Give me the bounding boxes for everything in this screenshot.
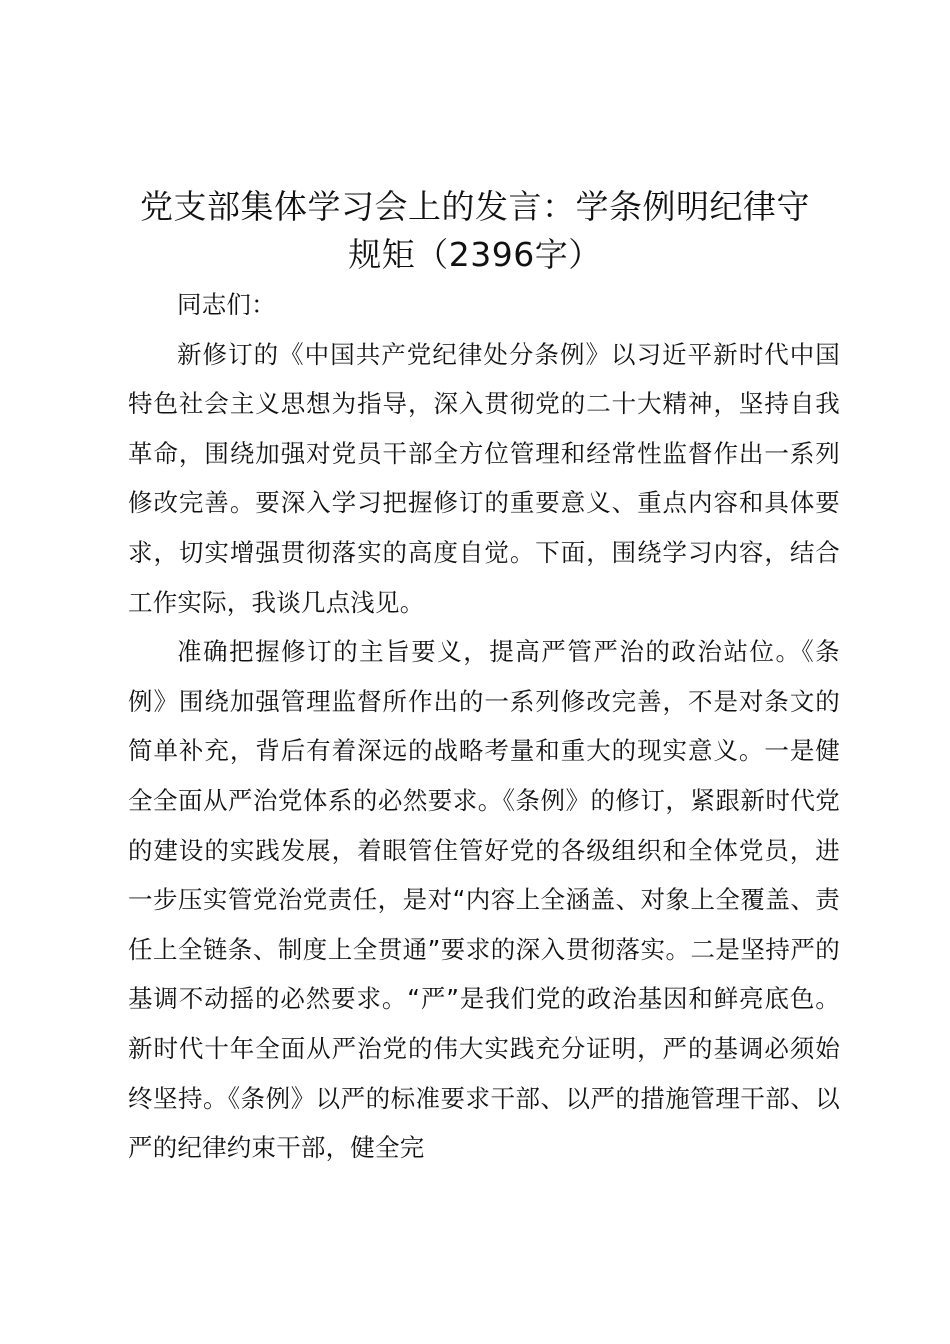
paragraph-1: 新修订的《中国共产党纪律处分条例》以习近平新时代中国特色社会主义思想为指导，深入贯彻党的二十大精神，坚持自我革命，围绕加强对党员干部全方位管理和经常性监督作出一系列修改完善。要深入学习把握修订的重要意义、重点内容和具体要求，切实增强贯彻落实的高度自觉。下面，围绕学习内容，结合工作实际，我谈几点浅见。 [128,339,840,617]
greeting: 同志们： [177,290,276,319]
title-line-1: 党支部集体学习会上的发言：学条例明纪律守 [140,187,810,226]
document-title [100,183,850,279]
title-line-2: 规矩（2396字） [348,235,602,274]
document-body [128,280,840,1173]
paragraph-2: 准确把握修订的主旨要义，提高严管严治的政治站位。《条例》围绕加强管理监督所作出的一系列修改完善，不是对条文的简单补充，背后有着深远的战略考量和重大的现实意义。一是健全全面从严治党体系的必然要求。《条例》的修订，紧跟新时代党的建设的实践发展，着眼管住管好党的各级组织和全体党员，进一步压实管党治党责任，是对“内容上全涵盖、对象上全覆盖、责任上全链条、制度上全贯通”要求的深入贯彻落实。二是坚持严的基调不动摇的必然要求。“严”是我们党的政治基因和鲜亮底色。新时代十年全面从严治党的伟大实践充分证明，严的基调必须始终坚持。《条例》以严的标准要求干部、以严的措施管理干部、以严的纪律约束干部，健全完 [128,637,840,1163]
